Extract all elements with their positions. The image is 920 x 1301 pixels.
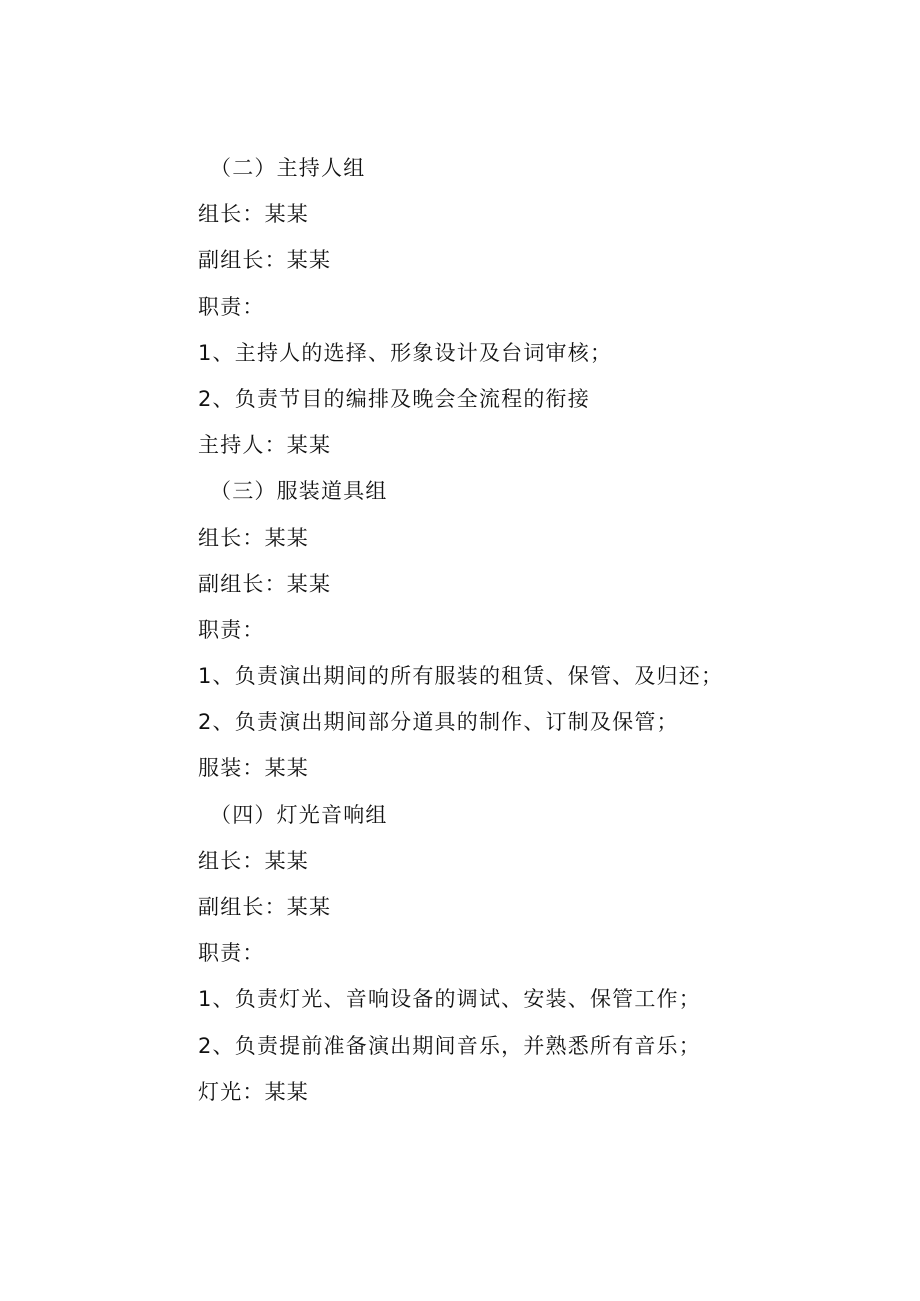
host-group-member: 主持人：某某 [198, 433, 332, 458]
costume-group-leader: 组长：某某 [198, 525, 309, 550]
document-body [198, 145, 878, 1115]
costume-group-duty-item: 2、负责演出期间部分道具的制作、订制及保管； [198, 710, 679, 735]
costume-group-deputy-leader: 副组长：某某 [198, 571, 332, 596]
lighting-group-duties-label: 职责： [198, 941, 265, 966]
lighting-group-deputy-leader: 副组长：某某 [198, 895, 332, 919]
host-group-duty-item: 2、负责节目的编排及晚会全流程的衔接 [198, 386, 590, 411]
lighting-group-duty-item: 1、负责灯光、音响设备的调试、安装、保管工作； [198, 987, 701, 1012]
host-group-leader: 组长：某某 [198, 202, 309, 227]
lighting-group-leader: 组长：某某 [198, 848, 309, 873]
lighting-group-member: 灯光：某某 [198, 1079, 309, 1104]
costume-group-duties-label: 职责： [198, 617, 265, 642]
lighting-group-duty-item: 2、负责提前准备演出期间音乐，并熟悉所有音乐； [198, 1033, 701, 1058]
host-group-deputy-leader: 副组长：某某 [198, 248, 332, 273]
costume-group-duty-item: 1、负责演出期间的所有服装的租赁、保管、及归还； [198, 664, 724, 689]
section-heading-lighting-sound-group: （四）灯光音响组 [210, 802, 388, 827]
host-group-duty-item: 1、主持人的选择、形象设计及台词审核； [198, 340, 613, 365]
section-heading-host-group: （二）主持人组 [210, 156, 366, 180]
costume-group-member: 服装：某某 [198, 756, 309, 781]
host-group-duties-label: 职责： [198, 294, 265, 319]
section-heading-costume-props-group: （三）服装道具组 [210, 479, 388, 504]
